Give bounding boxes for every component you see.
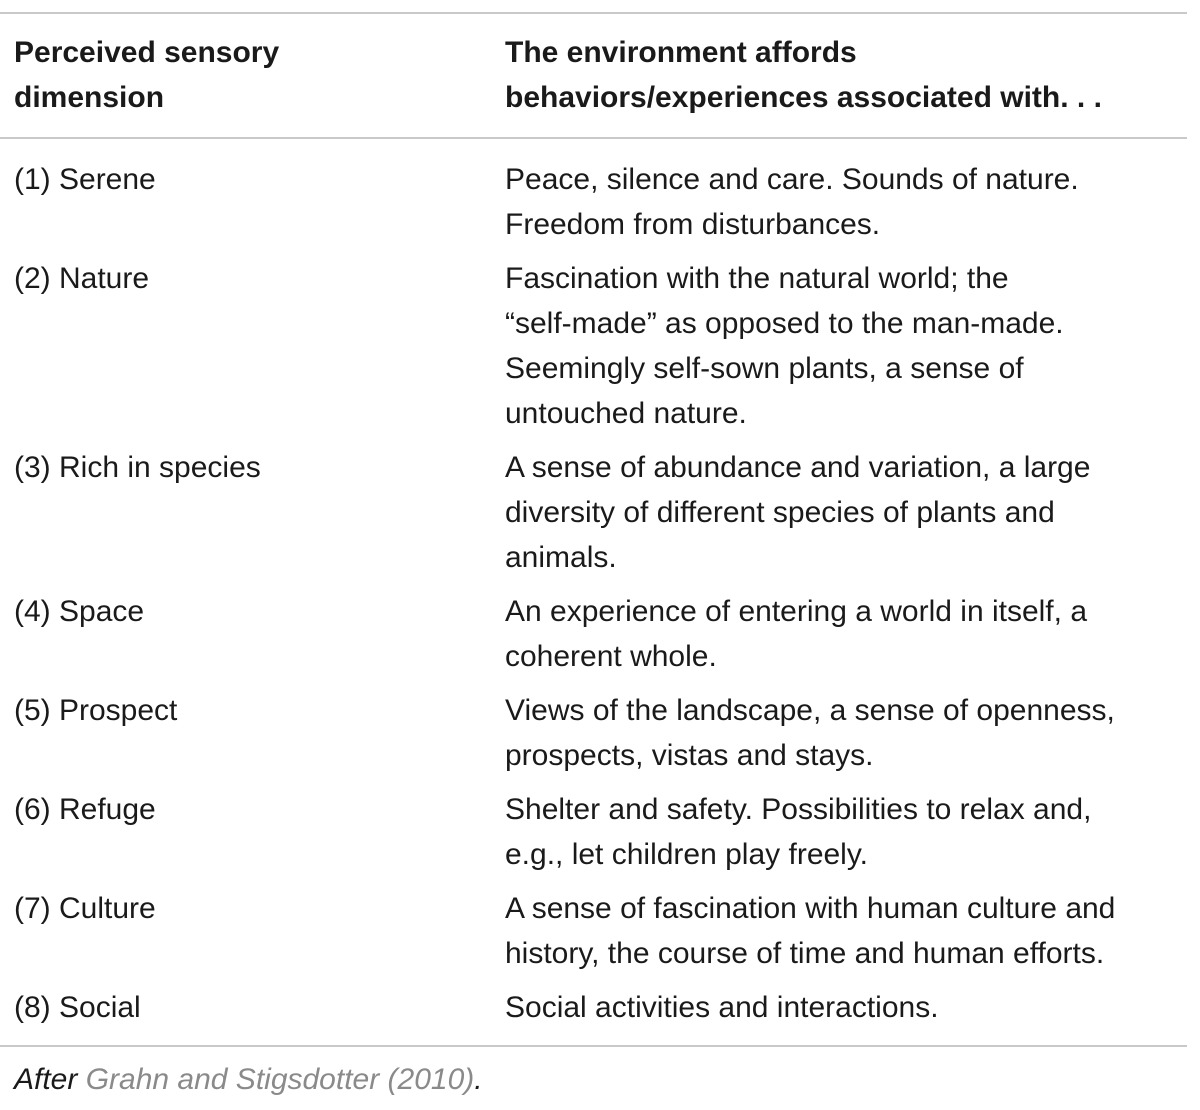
row-dimension: (7) Culture <box>14 892 156 925</box>
row-description <box>505 157 1195 247</box>
row-dimension: (8) Social <box>14 991 141 1024</box>
header-dimension-line2: dimension <box>14 81 165 114</box>
footnote-reference-link[interactable]: Grahn and Stigsdotter (2010) <box>85 1063 475 1096</box>
table-top-rule <box>0 12 1187 14</box>
row-description <box>505 787 1195 877</box>
description-line: Fascination with the natural world; the <box>505 262 1009 295</box>
table-bottom-rule <box>0 1045 1187 1047</box>
footnote-prefix: After <box>14 1063 78 1096</box>
description-line: A sense of abundance and variation, a large <box>505 451 1091 484</box>
row-dimension: (4) Space <box>14 595 145 628</box>
row-dimension: (2) Nature <box>14 262 150 295</box>
description-line: coherent whole. <box>505 640 717 673</box>
table-footnote <box>14 1057 483 1102</box>
description-line: Peace, silence and care. Sounds of nature. <box>505 163 1079 196</box>
row-dimension: (5) Prospect <box>14 694 178 727</box>
description-line: history, the course of time and human efforts. <box>505 937 1105 970</box>
header-dimension <box>14 30 484 120</box>
header-affordance <box>505 30 1195 120</box>
description-line: untouched nature. <box>505 397 747 430</box>
row-description <box>505 445 1195 580</box>
header-affordance-line2: behaviors/experiences associated with. . . <box>505 81 1102 114</box>
description-line: Seemingly self-sown plants, a sense of <box>505 352 1024 385</box>
row-description <box>505 256 1195 436</box>
description-line: prospects, vistas and stays. <box>505 739 874 772</box>
description-line: “self-made” as opposed to the man-made. <box>505 307 1064 340</box>
description-line: e.g., let children play freely. <box>505 838 868 871</box>
header-dimension-line1: Perceived sensory <box>14 36 280 69</box>
description-line: Shelter and safety. Possibilities to relax and, <box>505 793 1092 826</box>
row-description <box>505 688 1195 778</box>
row-dimension: (3) Rich in species <box>14 451 261 484</box>
table-header-rule <box>0 137 1187 139</box>
header-affordance-line1: The environment affords <box>505 36 857 69</box>
footnote-suffix: . <box>474 1063 483 1096</box>
row-description <box>505 589 1195 679</box>
description-line: Social activities and interactions. <box>505 991 939 1024</box>
description-line: An experience of entering a world in itself, a <box>505 595 1087 628</box>
row-dimension: (6) Refuge <box>14 793 156 826</box>
description-line: Views of the landscape, a sense of openness, <box>505 694 1115 727</box>
description-line: diversity of different species of plants and <box>505 496 1055 529</box>
description-line: A sense of fascination with human culture and <box>505 892 1116 925</box>
row-description <box>505 886 1195 976</box>
row-description <box>505 985 1195 1030</box>
description-line: Freedom from disturbances. <box>505 208 881 241</box>
description-line: animals. <box>505 541 617 574</box>
row-dimension: (1) Serene <box>14 163 156 196</box>
